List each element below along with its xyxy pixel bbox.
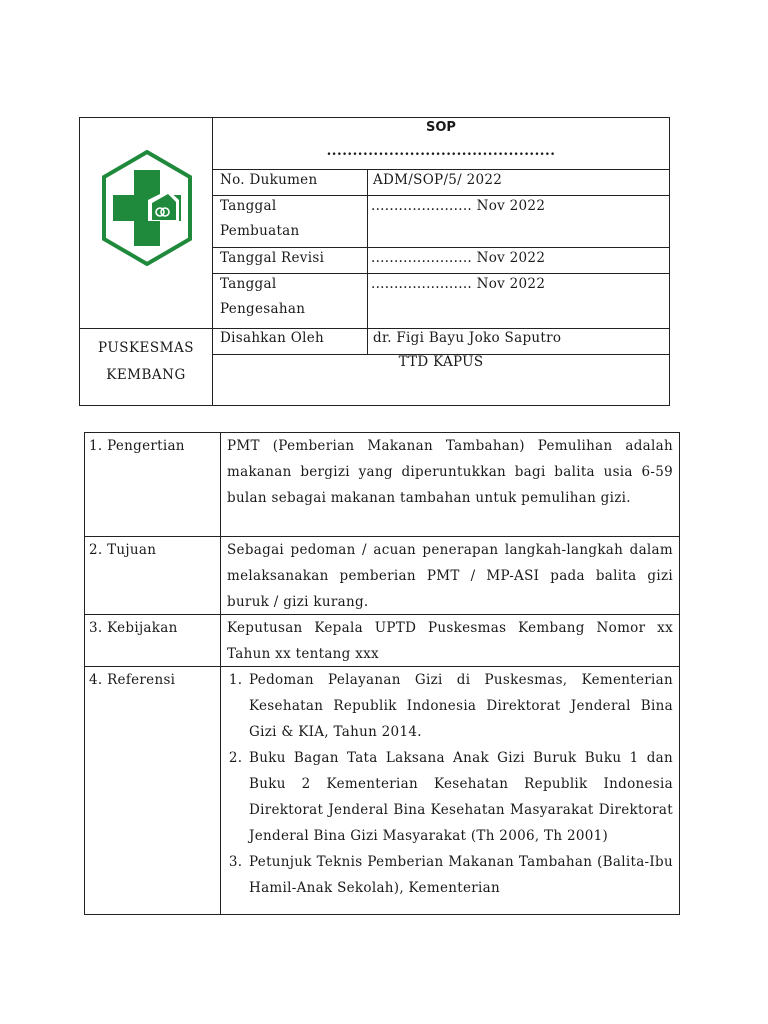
signature-text: TTD KAPUS <box>398 354 484 370</box>
approval-date-label: Tanggal Pengesahan <box>220 276 306 317</box>
revision-date-value: ...................... Nov 2022 <box>371 250 546 266</box>
reference-item: 3. Petunjuk Teknis Pemberian Makanan Tambahan (Balita-Ibu Hamil-Anak Sekolah), Kementerian <box>247 849 673 901</box>
puskesmas-logo-icon <box>101 150 193 266</box>
created-date-value: ...................... Nov 2022 <box>371 198 546 214</box>
created-date-label: Tanggal Pembuatan <box>220 198 300 239</box>
section-row <box>85 433 679 536</box>
sop-title-dots: ............................................ <box>326 143 556 159</box>
reference-item: 2. Buku Bagan Tata Laksana Anak Gizi Buruk Buku 1 dan Buku 2 Kementerian Kesehatan Republik Indonesia Direktorat Jenderal Bina Kesehatan Masyarakat Direktorat Jenderal Bina Gizi Masyarakat (Th 2006, Th 2001) <box>247 745 673 849</box>
doc-number-label: No. Dukumen <box>220 172 318 188</box>
sop-title-text: SOP <box>426 120 456 135</box>
organization-name <box>80 328 213 406</box>
section-text: Sebagai pedoman / acuan penerapan langkah-langkah dalam melaksanakan pemberian PMT / MP-ASI pada balita gizi buruk / gizi kurang. <box>227 542 673 610</box>
section-label: 4. Referensi <box>89 672 176 688</box>
section-row <box>85 536 679 615</box>
org-line2: KEMBANG <box>106 367 186 383</box>
section-row <box>85 614 679 667</box>
approved-by-label: Disahkan Oleh <box>220 330 324 346</box>
section-label: 3. Kebijakan <box>89 620 178 636</box>
section-label: 2. Tujuan <box>89 542 157 558</box>
doc-number-value: ADM/SOP/5/ 2022 <box>373 172 503 188</box>
sop-title <box>213 118 669 161</box>
sop-header-table <box>79 117 670 406</box>
revision-date-label: Tanggal Revisi <box>220 250 325 266</box>
section-row <box>85 666 679 915</box>
org-line1: PUSKESMAS <box>98 340 194 356</box>
reference-list <box>227 667 673 901</box>
logo-cell <box>80 118 213 328</box>
sop-content-table <box>84 432 680 915</box>
section-text: PMT (Pemberian Makanan Tambahan) Pemulihan adalah makanan bergizi yang diperuntukkan bagi balita usia 6-59 bulan sebagai makanan tambahan untuk pemulihan gizi. <box>227 438 673 506</box>
section-label: 1. Pengertian <box>89 438 185 454</box>
section-text: Keputusan Kepala UPTD Puskesmas Kembang Nomor xx Tahun xx tentang xxx <box>227 620 673 662</box>
approval-date-value: ...................... Nov 2022 <box>371 276 546 292</box>
reference-item: 1. Pedoman Pelayanan Gizi di Puskesmas, Kementerian Kesehatan Republik Indonesia Direktorat Jenderal Bina Gizi & KIA, Tahun 2014. <box>247 667 673 745</box>
approved-by-value: dr. Figi Bayu Joko Saputro <box>373 330 562 346</box>
